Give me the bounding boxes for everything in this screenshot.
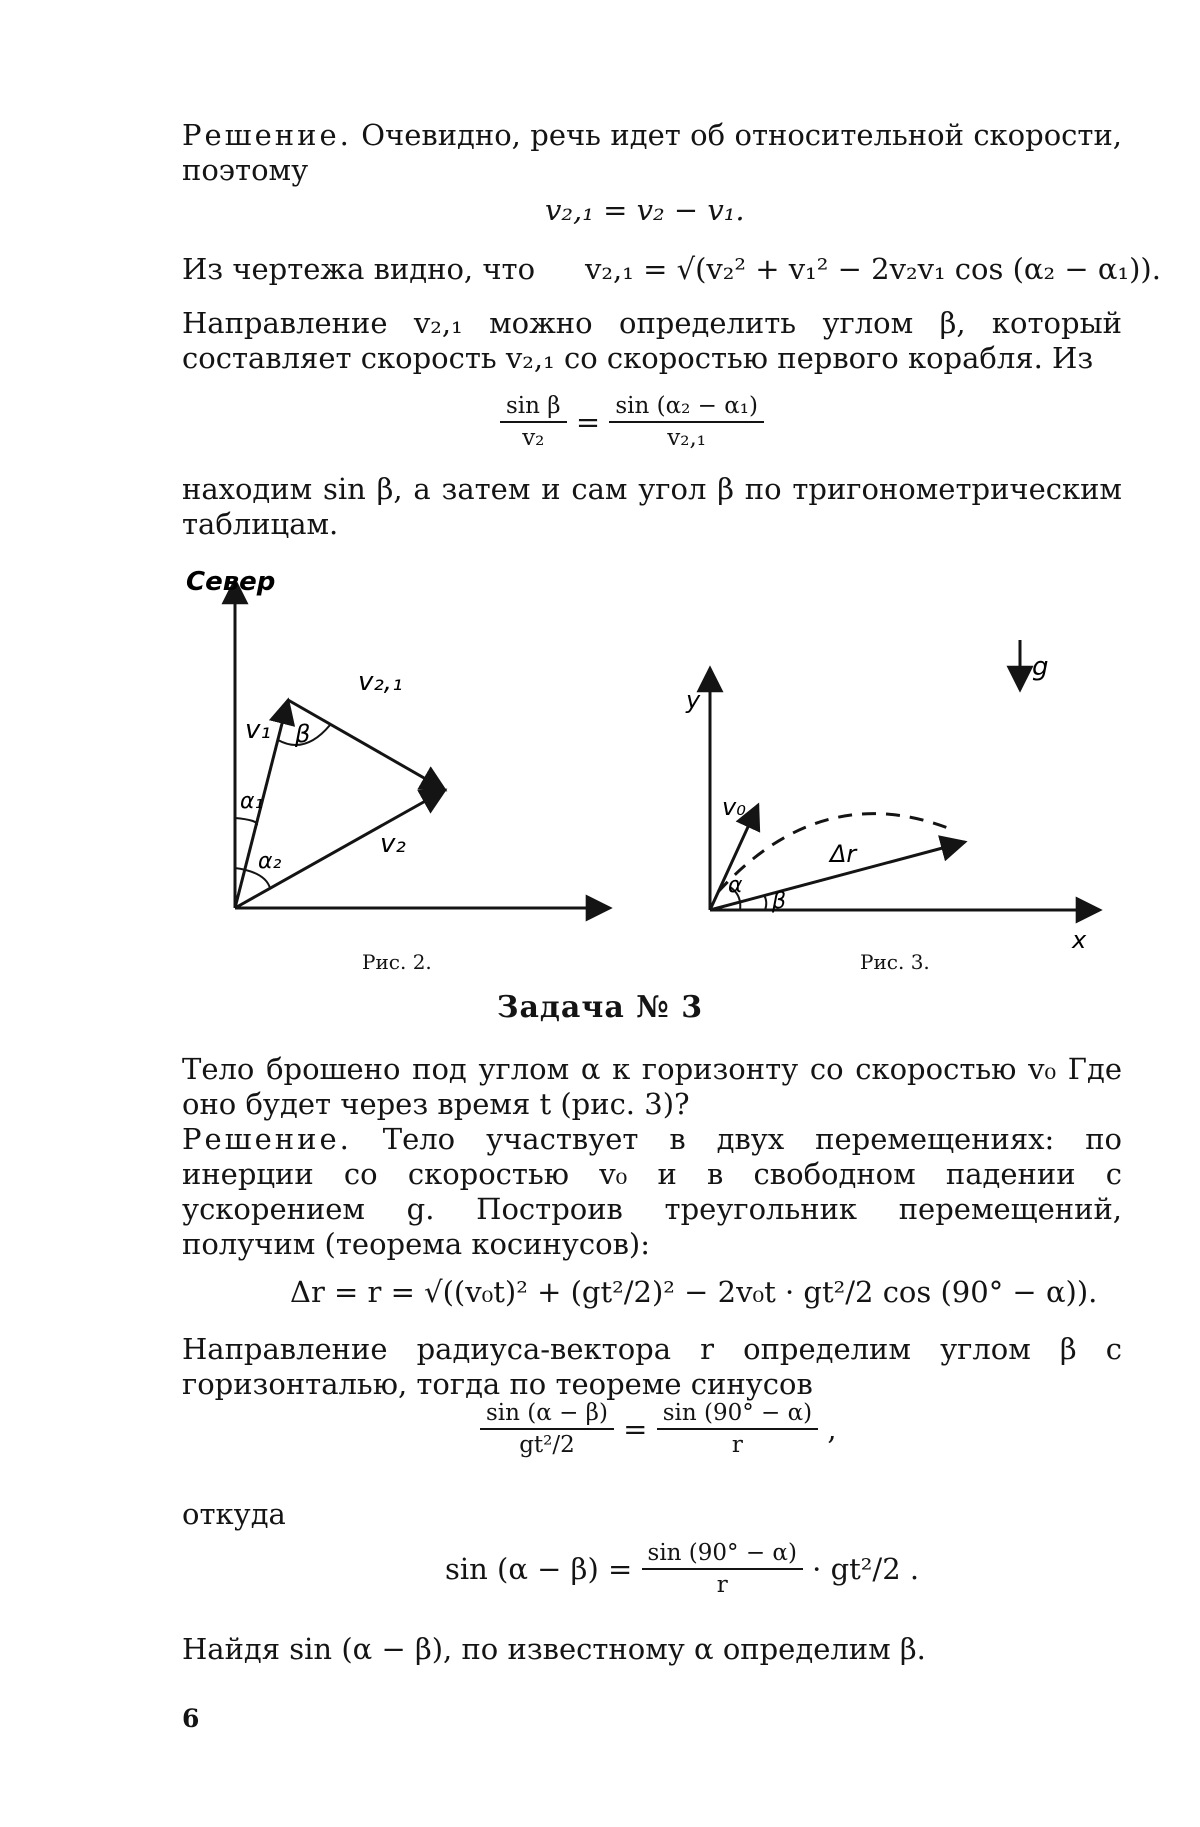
solution-2-lead: Решение.: [182, 1122, 352, 1156]
figure-3-caption: Рис. 3.: [860, 950, 930, 974]
sine-theorem-den-right: r: [657, 1430, 818, 1458]
v21-label: v₂,₁: [358, 667, 403, 697]
figure-2-diagram: [180, 550, 620, 940]
sine-theorem-num-left: sin (α − β): [480, 1400, 614, 1430]
solution-text: Очевидно, речь идет об относительной скорости, поэтому: [182, 118, 1122, 187]
paragraph-radius-vector: Направление радиуса-вектора r определим углом β с горизонталью, тогда по теореме синусов: [182, 1332, 1122, 1402]
v2-label: v₂: [380, 829, 406, 859]
figure-3-diagram: [680, 630, 1120, 950]
x-label: x: [1071, 926, 1087, 950]
solution-lead: Решение.: [182, 118, 352, 152]
paragraph-conclusion: Найдя sin (α − β), по известному α определим β.: [182, 1632, 1122, 1667]
v0-label: v₀: [722, 793, 746, 821]
paragraph-find-beta: находим sin β, а затем и сам угол β по тригонометрическим таблицам.: [182, 472, 1122, 542]
beta-label: β: [294, 720, 310, 748]
equation-sine-ratio: sin β v₂ = sin (α₂ − α₁) v₂,₁: [500, 393, 764, 451]
solution-2-text: Тело участвует в двух перемещениях: по инерции со скоростью v₀ и в свободном падении с ускорением g. Построив треугольник перемещений, получим (теорема косинусов):: [182, 1122, 1122, 1261]
sine-ratio-num-right: sin (α₂ − α₁): [609, 393, 764, 423]
dr-label: Δr: [828, 840, 858, 868]
v21-vector: [288, 700, 445, 790]
beta-arc-fig3: [764, 895, 766, 910]
equation-result: [445, 1540, 919, 1598]
equation-relative-velocity: v₂,₁ = v₂ − v₁.: [545, 193, 745, 227]
alpha-label: α: [728, 873, 743, 898]
book-page: [0, 0, 1200, 1827]
sine-theorem-den-left: gt²/2: [480, 1430, 614, 1458]
alpha1-label: α₁: [240, 789, 263, 814]
alpha1-arc: [235, 818, 257, 825]
paragraph-solution-1: [182, 118, 1122, 188]
result-num: sin (90° − α): [642, 1540, 803, 1570]
alpha2-label: α₂: [258, 849, 282, 874]
y-label: y: [685, 686, 701, 714]
equation-sine-theorem: sin (α − β) gt²/2 = sin (90° − α) r ,: [480, 1400, 837, 1458]
paragraph-solution-2: [182, 1122, 1122, 1262]
paragraph-direction: Направление v₂,₁ можно определить углом β, который составляет скорость v₂,₁ со скоростью первого корабля. Из: [182, 306, 1122, 376]
sine-ratio-den-right: v₂,₁: [609, 423, 764, 451]
sine-ratio-num-left: sin β: [500, 393, 567, 423]
result-den: r: [642, 1570, 803, 1598]
equation-cosine-law: v₂,₁ = √(v₂² + v₁² − 2v₂v₁ cos (α₂ − α₁)).: [585, 252, 1161, 286]
result-lhs: sin (α − β) =: [445, 1552, 632, 1586]
paragraph-from-drawing: Из чертежа видно, что: [182, 252, 702, 287]
paragraph-whence: откуда: [182, 1497, 1122, 1532]
sine-ratio-den-left: v₂: [500, 423, 567, 451]
paragraph-problem-statement: Тело брошено под углом α к горизонту со скоростью v₀ Где оно будет через время t (рис. 3)?: [182, 1052, 1122, 1122]
beta-label-fig3: β: [771, 889, 786, 914]
problem-title: Задача № 3: [0, 990, 1200, 1025]
equation-displacement: Δr = r = √((v₀t)² + (gt²/2)² − 2v₀t · gt²/2 cos (90° − α)).: [290, 1275, 1097, 1309]
v1-label: v₁: [245, 715, 271, 745]
figure-2-caption: Рис. 2.: [362, 950, 432, 974]
sine-theorem-num-right: sin (90° − α): [657, 1400, 818, 1430]
g-label: g: [1032, 652, 1049, 682]
page-number: 6: [182, 1704, 199, 1733]
result-tail: · gt²/2 .: [812, 1552, 919, 1586]
north-label: Север: [186, 567, 275, 597]
